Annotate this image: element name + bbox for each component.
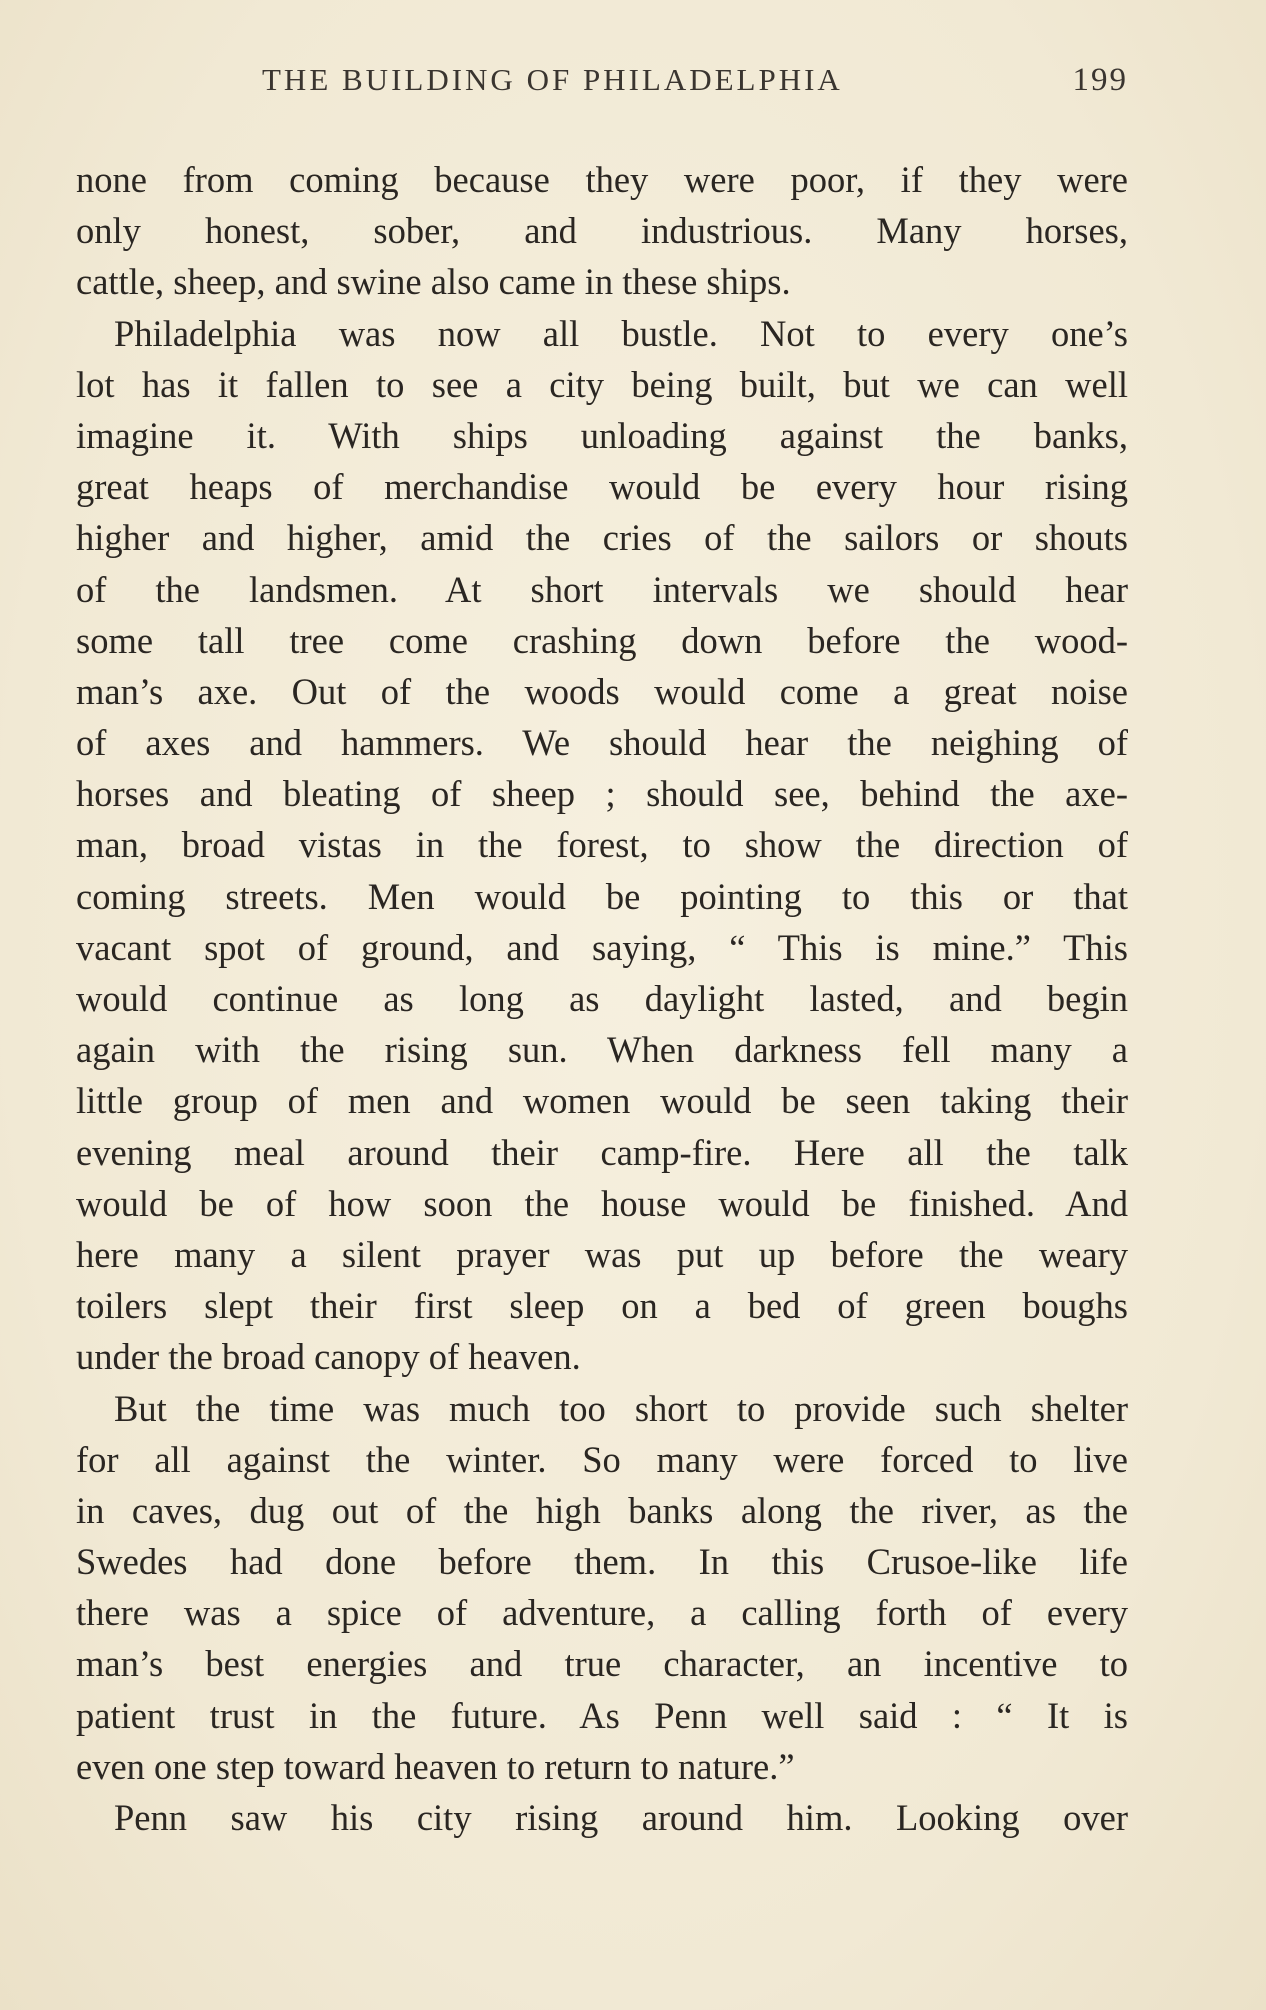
text-line: But the time was much too short to provide such shelter bbox=[114, 1387, 1128, 1429]
text-line: Philadelphia was now all bustle. Not to every one’s bbox=[114, 312, 1128, 354]
page-number: 199 bbox=[1072, 62, 1128, 98]
running-title: THE BUILDING OF PHILADELPHIA bbox=[262, 62, 843, 97]
text-line: again with the rising sun. When darkness fell many a bbox=[76, 1029, 1128, 1071]
text-line: lot has it fallen to see a city being built, but we can well bbox=[76, 363, 1128, 405]
text-line: higher and higher, amid the cries of the sailors or shouts bbox=[76, 517, 1128, 559]
text-line: toilers slept their first sleep on a bed of green boughs bbox=[76, 1285, 1128, 1327]
text-line: only honest, sober, and industrious. Many horses, bbox=[76, 210, 1128, 252]
text-body bbox=[76, 154, 1128, 1843]
text-line: here many a silent prayer was put up before the weary bbox=[76, 1233, 1128, 1275]
text-line: for all against the winter. So many were forced to live bbox=[76, 1438, 1128, 1480]
running-head bbox=[76, 62, 1128, 112]
text-line: vacant spot of ground, and saying, “ This is mine.” This bbox=[76, 926, 1128, 968]
text-line: would continue as long as daylight lasted, and begin bbox=[76, 978, 1128, 1019]
text-line: man’s best energies and true character, an incentive to bbox=[76, 1643, 1128, 1685]
text-line: Penn saw his city rising around him. Looking over bbox=[114, 1797, 1128, 1838]
text-line: of the landsmen. At short intervals we should hear bbox=[76, 568, 1128, 610]
text-line: horses and bleating of sheep ; should see, behind the axe- bbox=[76, 773, 1128, 815]
text-line: under the broad canopy of heaven. bbox=[76, 1336, 581, 1378]
text-line: there was a spice of adventure, a calling forth of every bbox=[76, 1592, 1128, 1634]
text-line: in caves, dug out of the high banks along the river, as the bbox=[76, 1489, 1128, 1531]
text-line: patient trust in the future. As Penn well said : “ It is bbox=[76, 1694, 1128, 1736]
text-line: man’s axe. Out of the woods would come a great noise bbox=[76, 670, 1128, 712]
text-line: imagine it. With ships unloading against the banks, bbox=[76, 414, 1128, 456]
text-line: none from coming because they were poor, if they were bbox=[76, 159, 1128, 200]
text-line: Swedes had done before them. In this Crusoe-like life bbox=[76, 1541, 1128, 1583]
text-line: great heaps of merchandise would be every hour rising bbox=[76, 466, 1128, 508]
text-line: of axes and hammers. We should hear the neighing of bbox=[76, 722, 1128, 764]
text-line: would be of how soon the house would be finished. And bbox=[76, 1182, 1128, 1224]
text-line: cattle, sheep, and swine also came in these ships. bbox=[76, 261, 791, 303]
text-line: evening meal around their camp-fire. Here all the talk bbox=[76, 1131, 1128, 1173]
text-line: little group of men and women would be seen taking their bbox=[76, 1080, 1128, 1122]
text-line: man, broad vistas in the forest, to show the direction of bbox=[76, 824, 1128, 866]
text-line: even one step toward heaven to return to nature.” bbox=[76, 1745, 795, 1787]
text-line: coming streets. Men would be pointing to this or that bbox=[76, 875, 1128, 917]
text-line: some tall tree come crashing down before the wood- bbox=[76, 619, 1128, 661]
